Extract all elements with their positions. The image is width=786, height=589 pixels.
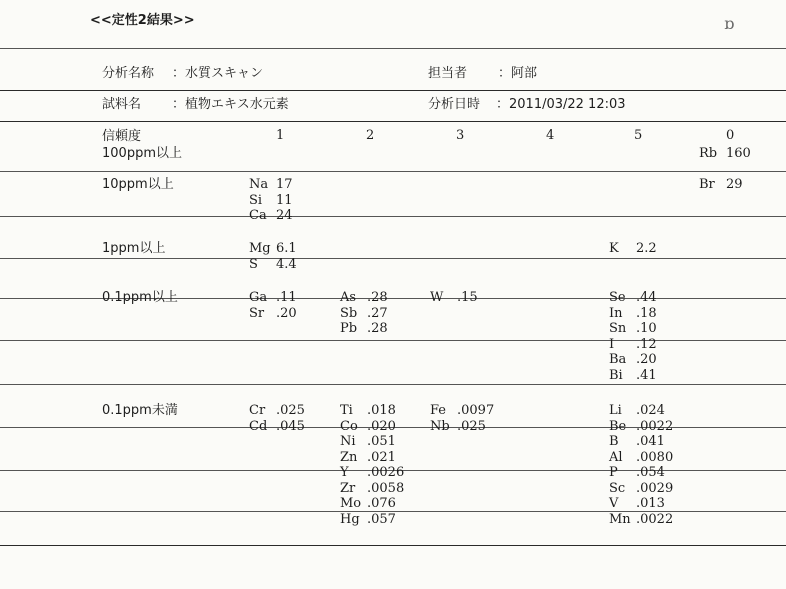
reliability-column-5: 5 [634, 128, 643, 143]
element-symbol: Li [609, 403, 622, 418]
element-symbol: Be [609, 418, 627, 434]
element-value: 24 [276, 208, 293, 223]
element-entry [249, 177, 293, 193]
element-value: 2.2 [636, 241, 657, 256]
sample-label: 試料名 [102, 97, 142, 112]
element-value: .045 [276, 418, 305, 434]
element-symbol: Mo [340, 496, 362, 511]
element-symbol: W [430, 290, 444, 305]
element-symbol: Hg [340, 511, 360, 527]
level-label-0.1ppm-above: 0.1ppm以上 [102, 290, 178, 305]
element-value: .41 [636, 367, 657, 383]
element-symbol: V [609, 496, 619, 511]
element-entry [249, 306, 297, 322]
element-entry [609, 403, 673, 419]
element-value: .025 [457, 418, 486, 434]
element-entry [249, 208, 293, 224]
element-cell [340, 290, 388, 337]
divider [0, 545, 786, 546]
element-symbol: Br [699, 177, 715, 192]
element-value: .024 [636, 403, 665, 418]
element-value: .013 [636, 496, 665, 511]
element-symbol: Zn [340, 449, 358, 465]
element-value: 11 [276, 192, 293, 208]
element-symbol: Sb [340, 305, 358, 321]
divider [0, 340, 786, 341]
element-value: .0097 [457, 403, 495, 418]
datetime-label: 分析日時 [428, 97, 481, 112]
element-cell [609, 241, 657, 257]
element-entry [609, 496, 673, 512]
element-entry [340, 496, 404, 512]
divider [0, 48, 786, 49]
element-value: 4.4 [276, 256, 297, 272]
element-entry [609, 306, 657, 322]
element-symbol: Ga [249, 290, 268, 305]
element-symbol: Sc [609, 480, 626, 496]
element-entry [249, 241, 297, 257]
element-symbol: B [609, 434, 619, 449]
element-cell [249, 241, 297, 272]
element-value: .10 [636, 321, 657, 336]
scan-smudge-mark: ɒ [724, 14, 735, 33]
element-entry [699, 177, 743, 193]
element-entry [609, 450, 673, 466]
element-cell [249, 290, 297, 321]
element-value: .0029 [636, 480, 674, 496]
element-value: .041 [636, 434, 665, 449]
element-value: .051 [367, 434, 396, 449]
level-label-100ppm: 100ppm以上 [102, 146, 182, 161]
element-value: .076 [367, 496, 396, 511]
element-entry [430, 403, 494, 419]
element-symbol: Y [340, 465, 349, 480]
element-value: .28 [367, 321, 388, 336]
element-symbol: Mg [249, 241, 271, 256]
element-entry [340, 465, 404, 481]
element-cell [430, 290, 478, 306]
element-entry [609, 290, 657, 306]
element-symbol: Ni [340, 434, 356, 449]
element-entry [340, 403, 404, 419]
level-label-0.1ppm-below: 0.1ppm未満 [102, 403, 178, 418]
reliability-column-2: 2 [366, 128, 375, 143]
datetime-value: ：2011/03/22 12:03 [496, 97, 626, 112]
element-symbol: Al [609, 449, 623, 465]
element-entry [340, 512, 404, 528]
sample-value: ：植物エキス水元素 [172, 97, 289, 112]
element-value: .0080 [636, 449, 674, 465]
element-value: .021 [367, 449, 396, 465]
element-symbol: Zr [340, 480, 356, 496]
element-entry [249, 290, 297, 306]
analysis-name-label: 分析名称 [102, 66, 155, 81]
element-symbol: Fe [430, 403, 447, 418]
element-value: .20 [636, 352, 657, 367]
element-value: .15 [457, 290, 478, 305]
operator-label: 担当者 [428, 66, 468, 81]
element-symbol: Sn [609, 321, 627, 336]
element-entry [249, 257, 297, 273]
element-symbol: Se [609, 290, 626, 305]
element-symbol: Pb [340, 321, 358, 336]
element-symbol: Nb [430, 418, 450, 434]
element-symbol: Bi [609, 367, 623, 383]
element-symbol: P [609, 465, 618, 480]
element-value: .44 [636, 290, 657, 305]
element-symbol: As [340, 290, 357, 305]
element-value: 6.1 [276, 241, 297, 256]
element-entry [609, 434, 673, 450]
element-entry [609, 368, 657, 384]
element-cell [340, 403, 404, 527]
element-value: 17 [276, 177, 293, 192]
element-entry [249, 419, 305, 435]
element-symbol: Mn [609, 511, 631, 527]
element-cell [249, 177, 293, 224]
divider [0, 216, 786, 217]
element-value: 29 [726, 177, 743, 192]
element-symbol: Rb [699, 146, 718, 161]
element-symbol: Co [340, 418, 358, 434]
element-symbol: I [609, 336, 615, 352]
level-label-10ppm: 10ppm以上 [102, 177, 174, 192]
element-value: .11 [276, 290, 297, 305]
element-symbol: In [609, 305, 623, 321]
element-value: .018 [367, 403, 396, 418]
element-symbol: Cd [249, 418, 268, 434]
element-entry [609, 419, 673, 435]
element-symbol: K [609, 241, 619, 256]
element-entry [340, 434, 404, 450]
element-entry [340, 450, 404, 466]
element-value: .0026 [367, 465, 405, 480]
reliability-column-1: 1 [276, 128, 285, 143]
element-entry [249, 403, 305, 419]
element-cell [249, 403, 305, 434]
element-cell [609, 290, 657, 383]
element-entry [430, 419, 494, 435]
divider [0, 171, 786, 172]
element-entry [340, 321, 388, 337]
element-symbol: Si [249, 192, 263, 208]
element-entry [609, 481, 673, 497]
element-entry [609, 321, 657, 337]
divider [0, 121, 786, 122]
element-cell [699, 146, 751, 162]
element-value: .27 [367, 305, 388, 321]
operator-value: ：阿部 [498, 66, 538, 81]
element-entry [609, 512, 673, 528]
element-entry [609, 465, 673, 481]
element-cell [430, 403, 494, 434]
element-value: .18 [636, 305, 657, 321]
reliability-column-0: 0 [726, 128, 735, 143]
element-symbol: Cr [249, 403, 266, 418]
element-entry [340, 481, 404, 497]
element-value: .057 [367, 511, 396, 527]
element-symbol: Na [249, 177, 269, 192]
divider [0, 90, 786, 91]
element-value: .0022 [636, 418, 674, 434]
divider [0, 384, 786, 385]
reliability-label: 信頼度 [102, 129, 142, 144]
element-symbol: Ca [249, 208, 267, 223]
element-entry [609, 337, 657, 353]
reliability-column-3: 3 [456, 128, 465, 143]
divider [0, 258, 786, 259]
element-value: .0058 [367, 480, 405, 496]
element-entry [430, 290, 478, 306]
element-entry [609, 241, 657, 257]
element-entry [340, 419, 404, 435]
analysis-name-value: ：水質スキャン [172, 66, 264, 81]
element-entry [340, 290, 388, 306]
element-entry [699, 146, 751, 162]
element-cell [609, 403, 673, 527]
element-entry [340, 306, 388, 322]
element-symbol: Ti [340, 403, 353, 418]
level-label-1ppm: 1ppm以上 [102, 241, 166, 256]
element-value: .12 [636, 336, 657, 352]
element-value: .28 [367, 290, 388, 305]
element-symbol: S [249, 256, 258, 272]
report-title: <<定性2結果>> [90, 13, 195, 28]
reliability-column-4: 4 [546, 128, 555, 143]
element-value: .020 [367, 418, 396, 434]
element-entry [609, 352, 657, 368]
element-symbol: Ba [609, 352, 627, 367]
element-value: .054 [636, 465, 665, 480]
element-symbol: Sr [249, 305, 265, 321]
element-entry [249, 193, 293, 209]
element-value: .025 [276, 403, 305, 418]
element-value: 160 [726, 146, 751, 161]
element-value: .20 [276, 305, 297, 321]
element-value: .0022 [636, 511, 674, 527]
element-cell [699, 177, 743, 193]
